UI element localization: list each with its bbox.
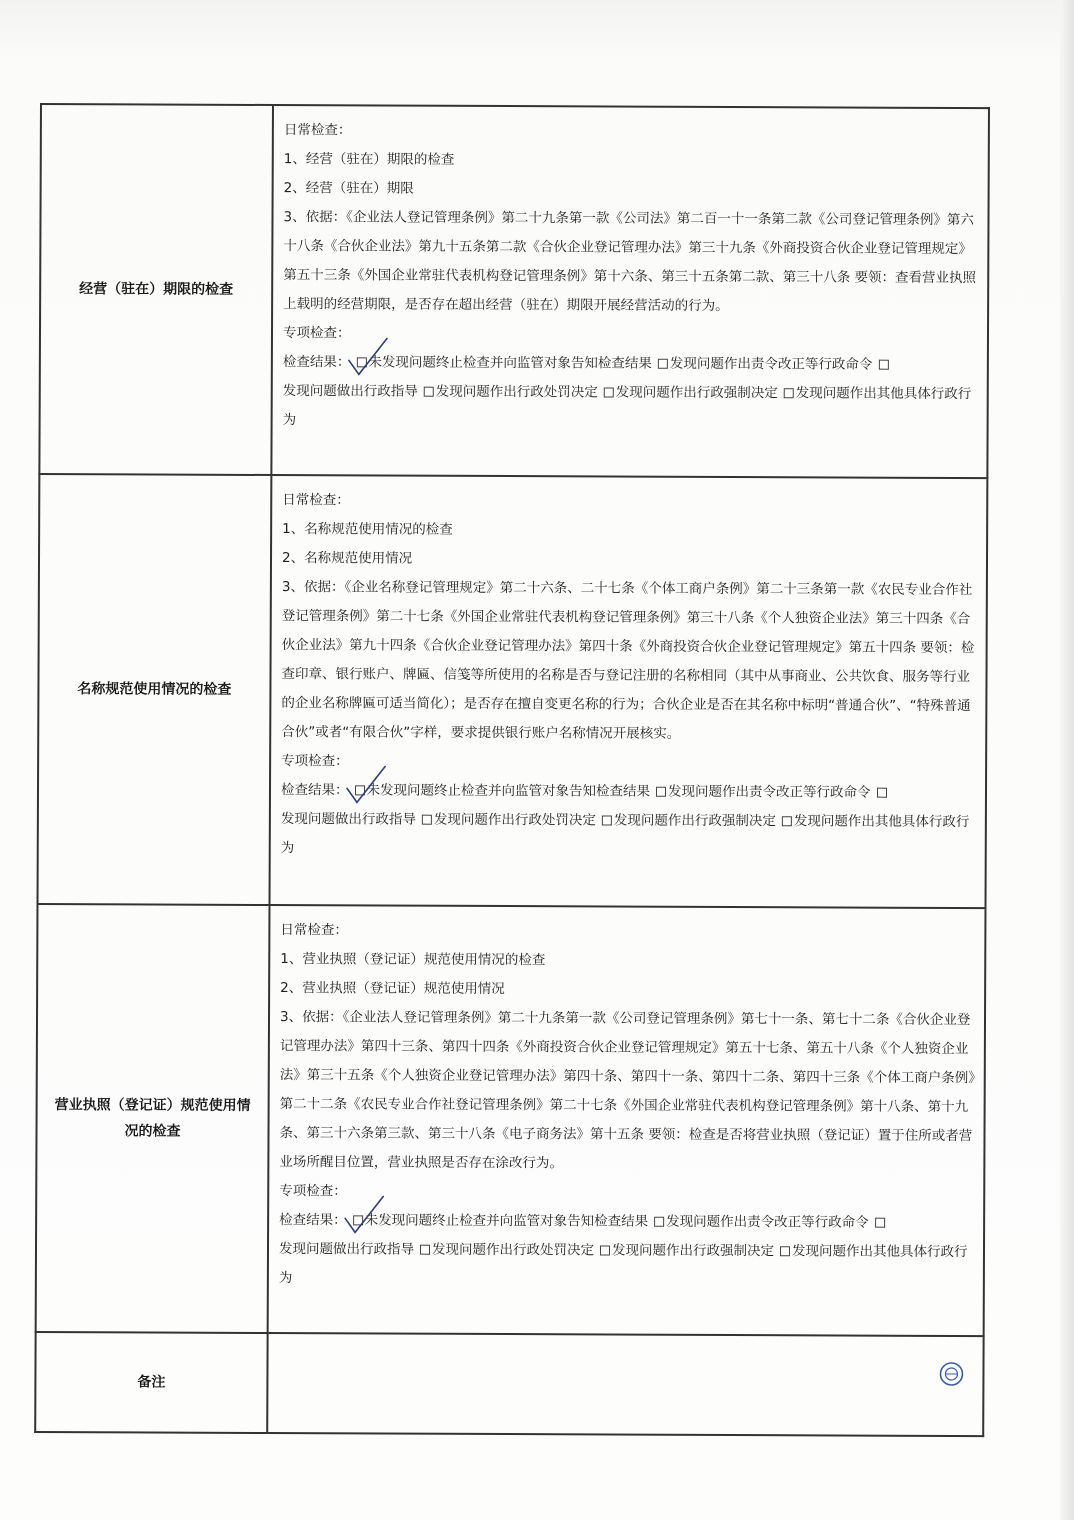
row-content — [270, 475, 988, 908]
table-row — [38, 474, 988, 908]
option-checkbox[interactable] — [876, 788, 886, 798]
option-other: 发现问题作出其他具体行政行为 — [278, 1243, 968, 1287]
page-edge-shadow — [1060, 0, 1074, 1520]
row-content — [271, 105, 989, 478]
result-label: 检查结果： — [280, 782, 349, 799]
item-3: 3、依据：《企业法人登记管理条例》第二十九条第一款《公司法》第二百一十一条第二款《公司登记管理条例》第六十八条《合伙企业法》第九十五条第二款《合伙企业登记管理办法》第三十九条《外商投资合伙企业登记管理规定》第五十三条《外国企业常驻代表机构登记管理条例》第十六条、第三十五条第二款、第三十八条 要领：查看营业执照上载明的经营期限，是否存在超出经营（驻在）期限开展经营活动的行为。 — [283, 209, 977, 315]
option-checkbox[interactable] — [424, 387, 434, 397]
stamp-icon — [938, 1361, 964, 1387]
daily-check-heading: 日常检查： — [283, 122, 352, 139]
option-no-problem: 未发现问题终止检查并向监管对象告知检查结果 — [368, 354, 652, 372]
result-label: 检查结果： — [282, 354, 351, 371]
row-label: 经营（驻在）期限的检查 — [39, 104, 273, 475]
option-checkbox[interactable] — [784, 388, 794, 398]
result-line — [283, 348, 979, 438]
option-enforcement: 发现问题作出行政强制决定 — [615, 384, 778, 402]
option-order-correction: 发现问题作出责令改正等行政命令 — [666, 1213, 869, 1231]
table-row — [36, 904, 986, 1336]
option-guidance: 发现问题做出行政指导 — [278, 1241, 415, 1258]
option-checkbox[interactable] — [656, 787, 666, 797]
inspection-table — [34, 103, 990, 1437]
option-checkbox[interactable] — [600, 1245, 610, 1255]
option-checkbox[interactable] — [658, 359, 668, 369]
option-enforcement: 发现问题作出行政强制决定 — [613, 812, 776, 830]
option-other: 发现问题作出其他具体行政行为 — [280, 813, 970, 857]
option-order-correction: 发现问题作出责令改正等行政命令 — [669, 355, 873, 373]
item-1: 1、名称规范使用情况的检查 — [282, 521, 453, 538]
option-checkbox[interactable] — [356, 357, 366, 367]
option-checkbox[interactable] — [780, 1246, 790, 1256]
item-2: 2、营业执照（登记证）规范使用情况 — [280, 980, 505, 998]
option-checkbox[interactable] — [878, 360, 888, 370]
row-content — [268, 905, 986, 1336]
option-checkbox[interactable] — [604, 387, 614, 397]
option-other: 发现问题作出其他具体行政行为 — [282, 385, 972, 429]
option-checkbox[interactable] — [654, 1217, 664, 1227]
daily-check-heading: 日常检查： — [282, 492, 350, 509]
option-checkbox[interactable] — [353, 1215, 363, 1225]
remark-cell[interactable] — [267, 1333, 983, 1436]
row-label: 名称规范使用情况的检查 — [38, 474, 272, 905]
option-penalty: 发现问题作出行政处罚决定 — [435, 383, 598, 401]
option-checkbox[interactable] — [420, 1245, 430, 1255]
option-no-problem: 未发现问题终止检查并向监管对象告知检查结果 — [364, 1212, 649, 1230]
option-order-correction: 发现问题作出责令改正等行政命令 — [667, 783, 871, 801]
option-checkbox[interactable] — [422, 815, 432, 825]
item-3: 3、依据：《企业法人登记管理条例》第二十九条第一款《公司登记管理条例》第七十一条、第七十二条《合伙企业登记管理办法》第四十三条、第四十四条《外商投资合伙企业登记管理规定》第五十七条、第五十八条《个人独资企业法》第三十五条《个人独资企业登记管理办法》第四十条、第四十一条、第四十二条、第四十三条《个体工商户条例》第二十二条《农民专业合作社登记管理条例》第二十七条《外国企业常驻代表机构登记管理条例》第十八条、第十九条、第三十六条第三款、第三十八条《电子商务法》第十五条 要领：检查是否将营业执照（登记证）置于住所或者营业场所醒目位置，营业执照是否存在涂改行为。 — [279, 1009, 976, 1172]
option-penalty: 发现问题作出行政处罚决定 — [431, 1241, 595, 1259]
item-1: 1、经营（驻在）期限的检查 — [283, 151, 455, 168]
option-checkbox[interactable] — [354, 785, 364, 795]
option-guidance: 发现问题做出行政指导 — [280, 811, 416, 828]
special-check-heading: 专项检查： — [279, 1183, 347, 1200]
table-row — [39, 104, 989, 478]
item-2: 2、经营（驻在）期限 — [283, 180, 414, 197]
table-row — [35, 1332, 983, 1436]
result-label: 检查结果： — [279, 1212, 347, 1229]
option-checkbox[interactable] — [875, 1218, 885, 1228]
item-2: 2、名称规范使用情况 — [281, 550, 413, 567]
option-penalty: 发现问题作出行政处罚决定 — [433, 811, 596, 829]
option-checkbox[interactable] — [782, 816, 792, 826]
item-3: 3、依据：《企业名称登记管理规定》第二十六条、二十七条《个体工商户条例》第二十三条第一款《农民专业合作社登记管理条例》第二十七条《外国企业常驻代表机构登记管理条例》第三十八条《个人独资企业法》第三十四条《合伙企业法》第九十四条《合伙企业登记管理办法》第四十条《外商投资合伙企业登记管理规定》第五十四条 要领：检查印章、银行账户、牌匾、信笺等所使用的名称是否与登记注册的名称相同（其中从事商业、公共饮食、服务等行业的企业名称牌匾可适当简化）；是否存在擅自变更名称的行为；合伙企业是否在其名称中标明“普通合伙”、“特殊普通合伙”或者“有限合伙”字样，要求提供银行账户名称情况开展核实。 — [281, 579, 975, 742]
result-line — [279, 1206, 975, 1296]
option-guidance: 发现问题做出行政指导 — [282, 383, 418, 400]
option-checkbox[interactable] — [602, 815, 612, 825]
option-enforcement: 发现问题作出行政强制决定 — [611, 1242, 775, 1260]
special-check-heading: 专项检查： — [282, 325, 351, 342]
special-check-heading: 专项检查： — [281, 753, 349, 770]
result-line — [281, 776, 977, 866]
option-no-problem: 未发现问题终止检查并向监管对象告知检查结果 — [366, 782, 651, 800]
remark-label: 备注 — [35, 1332, 267, 1433]
item-1: 1、营业执照（登记证）规范使用情况的检查 — [280, 951, 546, 969]
row-label: 营业执照（登记证）规范使用情况的检查 — [36, 904, 270, 1333]
daily-check-heading: 日常检查： — [280, 922, 348, 939]
